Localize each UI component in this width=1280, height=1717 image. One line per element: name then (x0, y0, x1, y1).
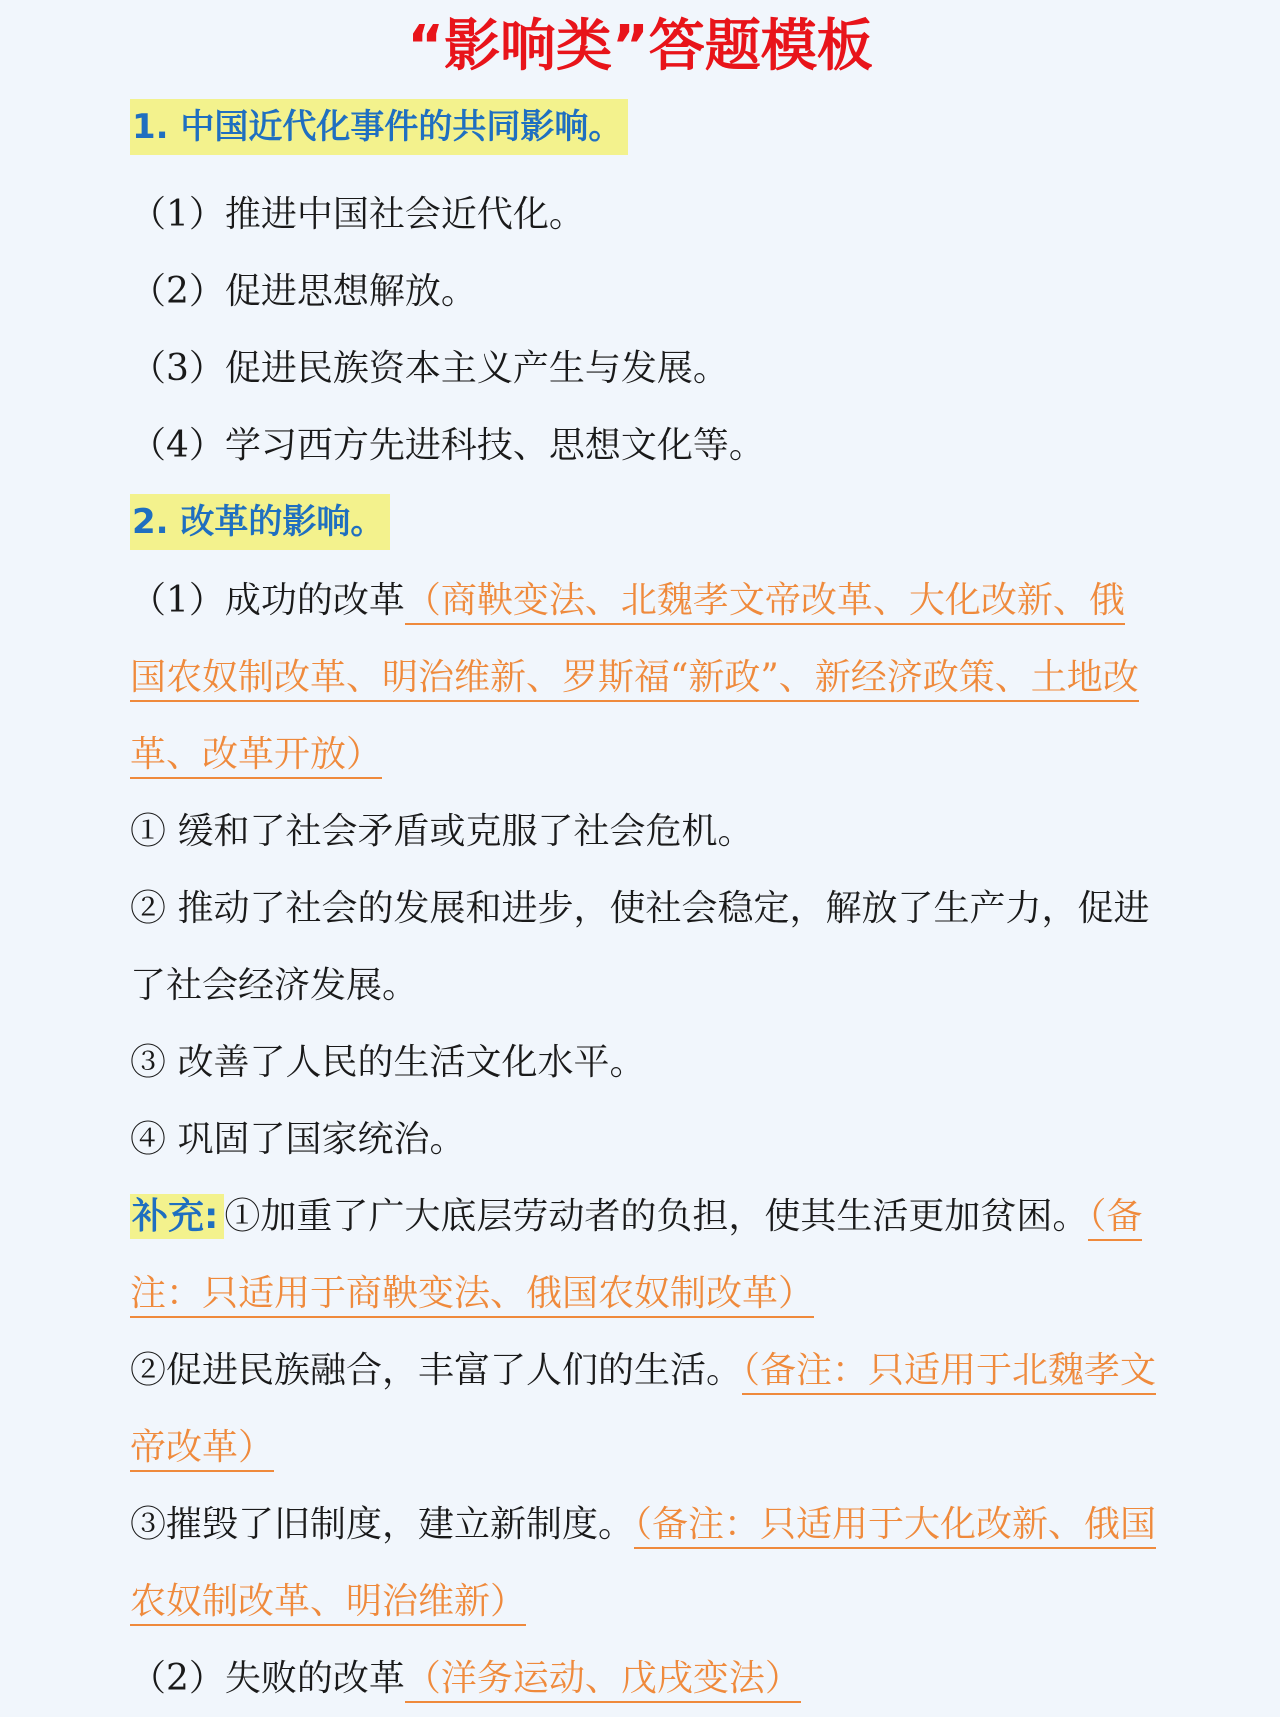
section-heading-2: 2. 改革的影响。 (130, 494, 390, 550)
success-reform-note: （商鞅变法、北魏孝文帝改革、大化改新、俄国农奴制改革、明治维新、罗斯福“新政”、新经济政策、土地改革、改革开放） (130, 580, 1139, 779)
effect-point: ② 推动了社会的发展和进步，使社会稳定，解放了生产力，促进了社会经济发展。 (130, 888, 1150, 1006)
failure-reform-line (130, 1640, 1170, 1717)
supplement-label: 补充: (130, 1194, 224, 1239)
failure-reform-label: （2）失败的改革 (130, 1658, 405, 1699)
list-item: （2）促进思想解放。 (130, 271, 477, 312)
supplement-note: （备注：只适用于商鞅变法、俄国农奴制改革） (130, 1196, 1142, 1318)
supplement-text: ②促进民族融合，丰富了人们的生活。 (130, 1350, 743, 1391)
effect-point: ③ 改善了人民的生活文化水平。 (130, 1042, 646, 1083)
supplement-text: ①加重了广大底层劳动者的负担，使其生活更加贫困。 (224, 1196, 1089, 1237)
supplement-paragraph-3 (130, 1486, 1160, 1640)
success-reform-label: （1）成功的改革 (130, 580, 405, 621)
effect-point: ① 缓和了社会矛盾或克服了社会危机。 (130, 811, 754, 852)
list-item: （3）促进民族资本主义产生与发展。 (130, 348, 729, 389)
failure-reform-note: （洋务运动、戊戌变法） (405, 1658, 801, 1703)
list-item: （1）推进中国社会近代化。 (130, 194, 585, 235)
supplement-paragraph-2 (130, 1332, 1160, 1486)
list-item: （4）学习西方先进科技、思想文化等。 (130, 425, 765, 466)
supplement-note: （备注：只适用于北魏孝文帝改革） (130, 1350, 1156, 1472)
effect-point: ④ 巩固了国家统治。 (130, 1119, 466, 1160)
supplement-note: （备注：只适用于大化改新、俄国农奴制改革、明治维新） (130, 1504, 1156, 1626)
success-reform-paragraph (130, 562, 1160, 793)
page-title: “影响类”答题模板 (407, 14, 873, 79)
supplement-text: ③摧毁了旧制度，建立新制度。 (130, 1504, 635, 1545)
supplement-paragraph-1 (130, 1178, 1160, 1332)
section-heading-1: 1. 中国近代化事件的共同影响。 (130, 99, 628, 155)
